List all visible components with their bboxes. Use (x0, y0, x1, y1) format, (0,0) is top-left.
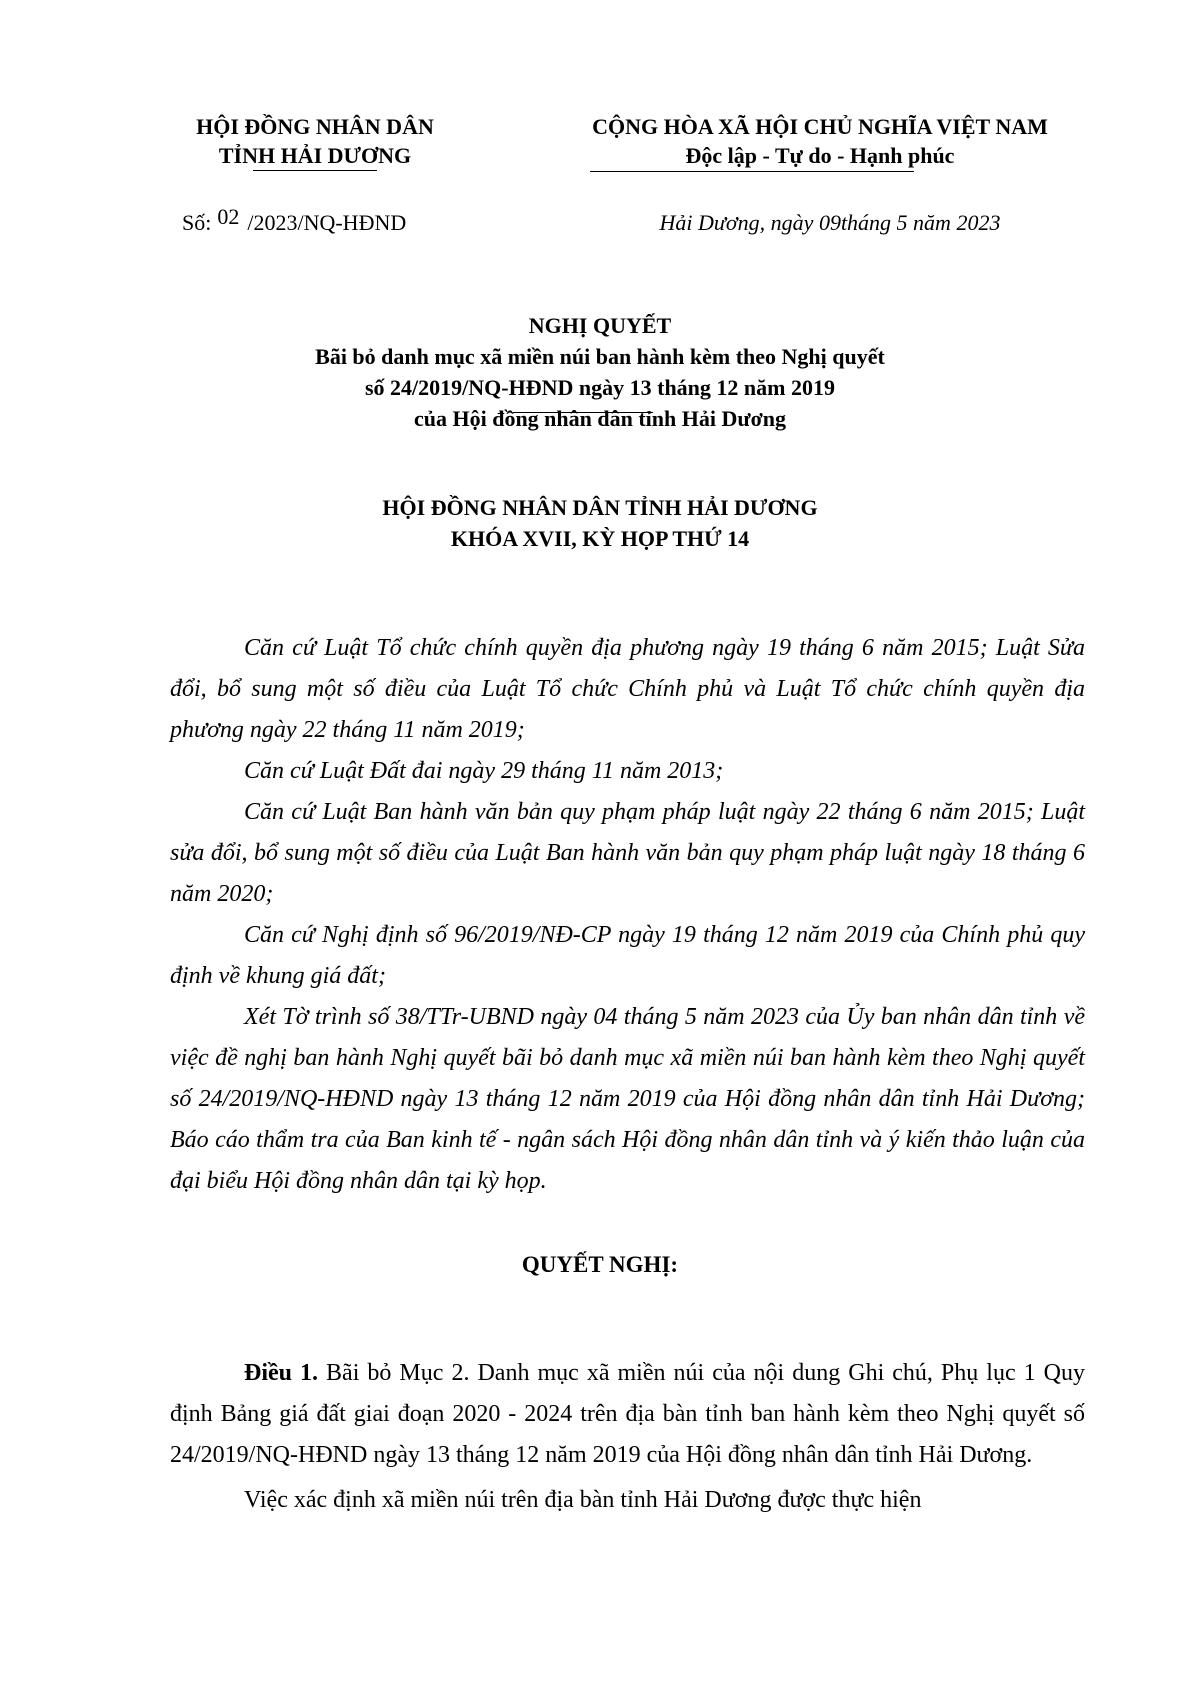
council-heading (100, 492, 1100, 554)
article-1-text: Bãi bỏ Mục 2. Danh mục xã miền núi của nội dung Ghi chú, Phụ lục 1 Quy định Bảng giá đất giai đoạn 2020 - 2024 trên địa bàn tỉnh ban hành kèm theo Nghị quyết số 24/2019/NQ-HĐND ngày 13 tháng 12 năm 2019 của Hội đồng nhân dân tỉnh Hải Dương. (170, 1360, 1086, 1468)
issuing-body-line1: HỘI ĐỒNG NHÂN DÂN (196, 114, 434, 139)
document-title (100, 310, 1100, 434)
document-number (182, 204, 407, 238)
preamble-paragraph: Xét Tờ trình số 38/TTr-UBND ngày 04 tháng 5 năm 2023 của Ủy ban nhân dân tỉnh về việc đề nghị ban hành Nghị quyết bãi bỏ danh mục xã miền núi ban hành kèm theo Nghị quyết số 24/2019/NQ-HĐND ngày 13 tháng 12 năm 2019 của Hội đồng nhân dân tỉnh Hải Dương; Báo cáo thẩm tra của Ban kinh tế - ngân sách Hội đồng nhân dân tỉnh và ý kiến thảo luận của đại biểu Hội đồng nhân dân tại kỳ họp. (170, 1004, 1085, 1194)
article-1 (170, 1353, 1085, 1476)
title-line-1: Bãi bỏ danh mục xã miền núi ban hành kèm theo Nghị quyết (315, 344, 885, 369)
document-number-suffix: /2023/NQ-HĐND (247, 210, 407, 235)
country-name: CỘNG HÒA XÃ HỘI CHỦ NGHĨA VIỆT NAM (592, 114, 1048, 139)
motto-underline (590, 171, 914, 172)
preamble-paragraph: Căn cứ Luật Đất đai ngày 29 tháng 11 năm 2013; (244, 758, 724, 784)
decision-heading: QUYẾT NGHỊ: (521, 1252, 679, 1277)
national-motto (520, 112, 1120, 170)
issuing-body (150, 112, 480, 170)
issuing-body-underline (253, 170, 377, 171)
preamble-paragraph: Căn cứ Nghị định số 96/2019/NĐ-CP ngày 19 tháng 12 năm 2019 của Chính phủ quy định về khung giá đất; (170, 922, 1085, 989)
title-underline (513, 412, 653, 413)
document-number-prefix: Số: (182, 210, 212, 235)
issuing-body-line2: TỈNH HẢI DƯƠNG (218, 143, 412, 168)
document-number-value: 02 (217, 204, 240, 229)
preamble-paragraph: Căn cứ Luật Tổ chức chính quyền địa phương ngày 19 tháng 6 năm 2015; Luật Sửa đổi, bổ sung một số điều của Luật Tổ chức Chính phủ và Luật Tổ chức chính quyền địa phương ngày 22 tháng 11 năm 2019; (170, 635, 1085, 743)
title-line-3: của Hội đồng nhân dân tỉnh Hải Dương (413, 406, 786, 431)
motto: Độc lập - Tự do - Hạnh phúc (685, 143, 955, 168)
article-1-label: Điều 1. (244, 1360, 319, 1386)
title-line-2: số 24/2019/NQ-HĐND ngày 13 tháng 12 năm 2019 (365, 375, 835, 400)
preamble (170, 628, 1085, 1202)
council-name: HỘI ĐỒNG NHÂN DÂN TỈNH HẢI DƯƠNG (382, 495, 818, 520)
document-type: NGHỊ QUYẾT (528, 313, 672, 338)
resolution-body (170, 1353, 1085, 1521)
paragraph-continuation: Việc xác định xã miền núi trên địa bàn tỉnh Hải Dương được thực hiện (244, 1487, 922, 1513)
preamble-paragraph: Căn cứ Luật Ban hành văn bản quy phạm pháp luật ngày 22 tháng 6 năm 2015; Luật sửa đổi, bổ sung một số điều của Luật Ban hành văn bản quy phạm pháp luật ngày 18 tháng 6 năm 2020; (170, 799, 1085, 907)
document-date: Hải Dương, ngày 09tháng 5 năm 2023 (659, 210, 1001, 235)
council-session: KHÓA XVII, KỲ HỌP THỨ 14 (450, 526, 750, 551)
